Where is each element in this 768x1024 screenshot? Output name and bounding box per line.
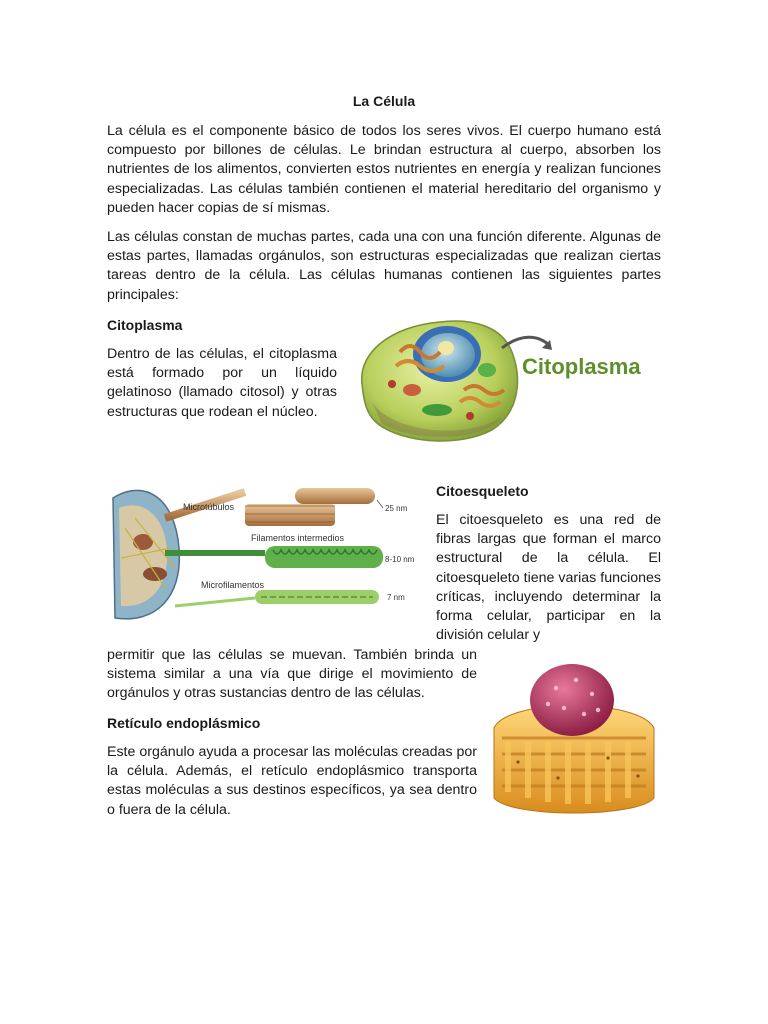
- size-25nm-label: 25 nm: [385, 504, 408, 513]
- intro-paragraph-2: [107, 228, 661, 305]
- citoplasma-text: Dentro de las células, el citoplasma está formado por un líquido gelatinoso (llamado citosol) y otras estructuras que rodean el núcleo.: [107, 346, 337, 420]
- citoplasma-figure-label: Citoplasma: [522, 354, 641, 379]
- reticulo-text: Este orgánulo ayuda a procesar las moléculas creadas por la célula. Además, el retículo endoplásmico transporta estas moléculas a sus destinos específicos, ya sea dentro o fuera de la célula.: [107, 744, 477, 818]
- cell-illustration: [352, 312, 652, 446]
- intro-paragraph-2-text: Las células constan de muchas partes, cada una con una función diferente. Algunas de estas partes, llamadas orgánulos, son estructuras especializadas que realizan ciertas tareas dentro de la célula. Las células humanas contienen las siguientes partes principales:: [107, 229, 661, 303]
- reticulo-paragraph: [107, 743, 477, 820]
- er-nucleus: [530, 664, 614, 736]
- intro-paragraph-1-text: La célula es el componente básico de todos los seres vivos. El cuerpo humano está compuesto por billones de células. Le brindan estructura al cuerpo, absorben los nutrientes de los alimentos, convierten estos nutrientes en energía y realizan funciones especializadas. Las células también contienen el material hereditario del organismo y pueden hacer copias de sí mismas.: [107, 123, 661, 216]
- reticulo-heading: Retículo endoplásmico: [107, 715, 261, 731]
- citoesqueleto-heading: Citoesqueleto: [436, 483, 529, 499]
- size-8-10nm-label: 8-10 nm: [385, 555, 415, 564]
- citoesqueleto-text-part1: El citoesqueleto es una red de fibras largas que forman el marco estructural de la célula. El citoesqueleto tiene varias funciones críticas, incluyendo determinar la forma celular, participar en la división celular y: [436, 512, 661, 644]
- citoesqueleto-figure: [105, 478, 423, 624]
- document-title: La Célula: [352, 93, 416, 109]
- citoesqueleto-paragraph-part2: [107, 646, 477, 704]
- citoesqueleto-text-part2: permitir que las células se muevan. También brinda un sistema similar a una vía que dirige el movimiento de orgánulos y otras sustancias dentro de las células.: [107, 647, 477, 702]
- cytoskeleton-illustration: [105, 478, 423, 624]
- intro-paragraph-1: [107, 122, 661, 218]
- er-illustration: [488, 658, 660, 818]
- size-7nm-label: 7 nm: [387, 593, 405, 602]
- microtubulos-label: Microtúbulos: [183, 502, 235, 512]
- reticulo-figure: [488, 658, 660, 818]
- citoesqueleto-paragraph-part1: [436, 511, 661, 645]
- filamentos-label: Filamentos intermedios: [251, 533, 345, 543]
- microfilamentos-label: Microfilamentos: [201, 580, 265, 590]
- citoplasma-paragraph: [107, 345, 337, 422]
- citoplasma-figure: [352, 312, 652, 446]
- citoplasma-heading: Citoplasma: [107, 317, 183, 333]
